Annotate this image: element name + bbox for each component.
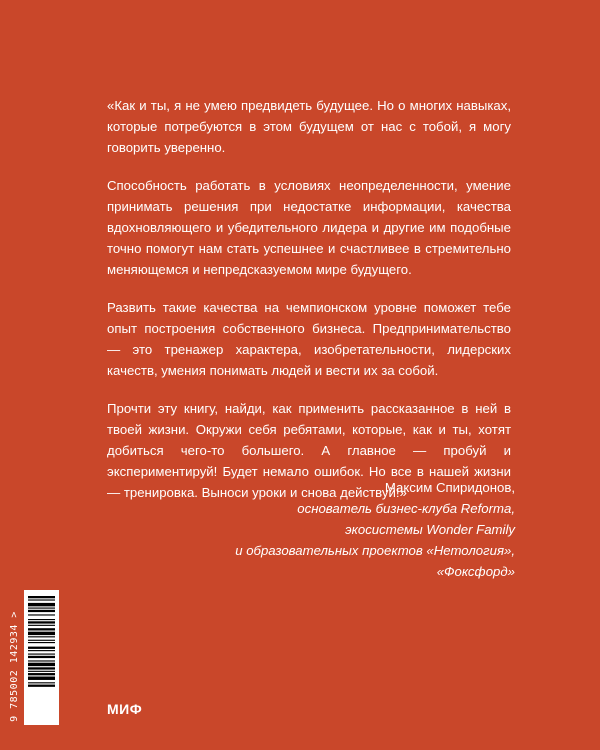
barcode-bar bbox=[28, 614, 55, 615]
barcode-bars bbox=[24, 590, 59, 725]
barcode-bar bbox=[28, 596, 55, 598]
barcode-bar bbox=[28, 685, 55, 687]
barcode-bar bbox=[28, 677, 55, 680]
barcode-bar bbox=[28, 628, 55, 630]
isbn-digits bbox=[8, 607, 21, 725]
barcode-bar bbox=[28, 647, 55, 649]
barcode-bar bbox=[28, 671, 55, 672]
quote-signature bbox=[220, 477, 515, 582]
publisher-logo: МИФ bbox=[107, 701, 143, 717]
barcode-bar bbox=[28, 619, 55, 620]
signature-role-1: основатель бизнес-клуба Reforma, bbox=[297, 501, 515, 516]
barcode-bar bbox=[28, 603, 55, 606]
quote-text bbox=[107, 95, 511, 520]
barcode-bar bbox=[28, 650, 55, 651]
barcode-bar bbox=[28, 625, 55, 626]
isbn-barcode bbox=[24, 590, 59, 725]
barcode-bar bbox=[28, 654, 55, 655]
signature-role-2: экосистемы Wonder Family bbox=[345, 522, 515, 537]
barcode-bar bbox=[28, 632, 55, 635]
barcode-bar bbox=[28, 673, 55, 675]
barcode-bar bbox=[28, 610, 55, 612]
barcode-bar bbox=[28, 656, 55, 658]
barcode-bar bbox=[28, 667, 55, 669]
barcode-bar bbox=[28, 642, 55, 643]
signature-role-3: и образовательных проектов «Нетология», bbox=[235, 543, 515, 558]
quote-paragraph-3: Развить такие качества на чемпионском уровне поможет тебе опыт построения собственного бизнеса. Предпринимательство — это тренажер характера, изобретательности, лидерских качеств, умения понимать людей и вести их за собой. bbox=[107, 300, 511, 378]
barcode-bar bbox=[28, 636, 55, 637]
barcode-bar bbox=[28, 599, 55, 600]
signature-name: Максим Спиридонов, bbox=[384, 480, 515, 495]
barcode-bar bbox=[28, 663, 55, 666]
signature-role-4: «Фоксфорд» bbox=[436, 564, 515, 579]
quote-paragraph-1: «Как и ты, я не умею предвидеть будущее. Но о многих навыках, которые потребуются в этом будущем от нас с тобой, я могу говорить уверенно. bbox=[107, 98, 511, 155]
barcode-bar bbox=[28, 682, 55, 683]
isbn-digits-text: 9 785002 142934 > bbox=[9, 610, 21, 722]
quote-paragraph-4: Прочти эту книгу, найди, как применить рассказанное в ней в твоей жизни. Окружи себя ребятами, которые, как и ты, хотят добиться чего-то большего. А главное — пробуй и экспериментируй! Будет немало ошибок. Но все в нашей жизни — тренировка. Выноси уроки и снова действуй!» bbox=[107, 401, 511, 500]
barcode-bar bbox=[28, 640, 55, 641]
barcode-bar bbox=[28, 621, 55, 623]
barcode-bar bbox=[28, 608, 55, 609]
quote-paragraph-2: Способность работать в условиях неопределенности, умение принимать решения при недостатке информации, качества вдохновляющего и убедительного лидера и другие им подобные точно помогут нам стать успешнее и счастливее в стремительно меняющемся и непредсказуемом мире будущего. bbox=[107, 178, 511, 277]
barcode-bar bbox=[28, 660, 55, 661]
